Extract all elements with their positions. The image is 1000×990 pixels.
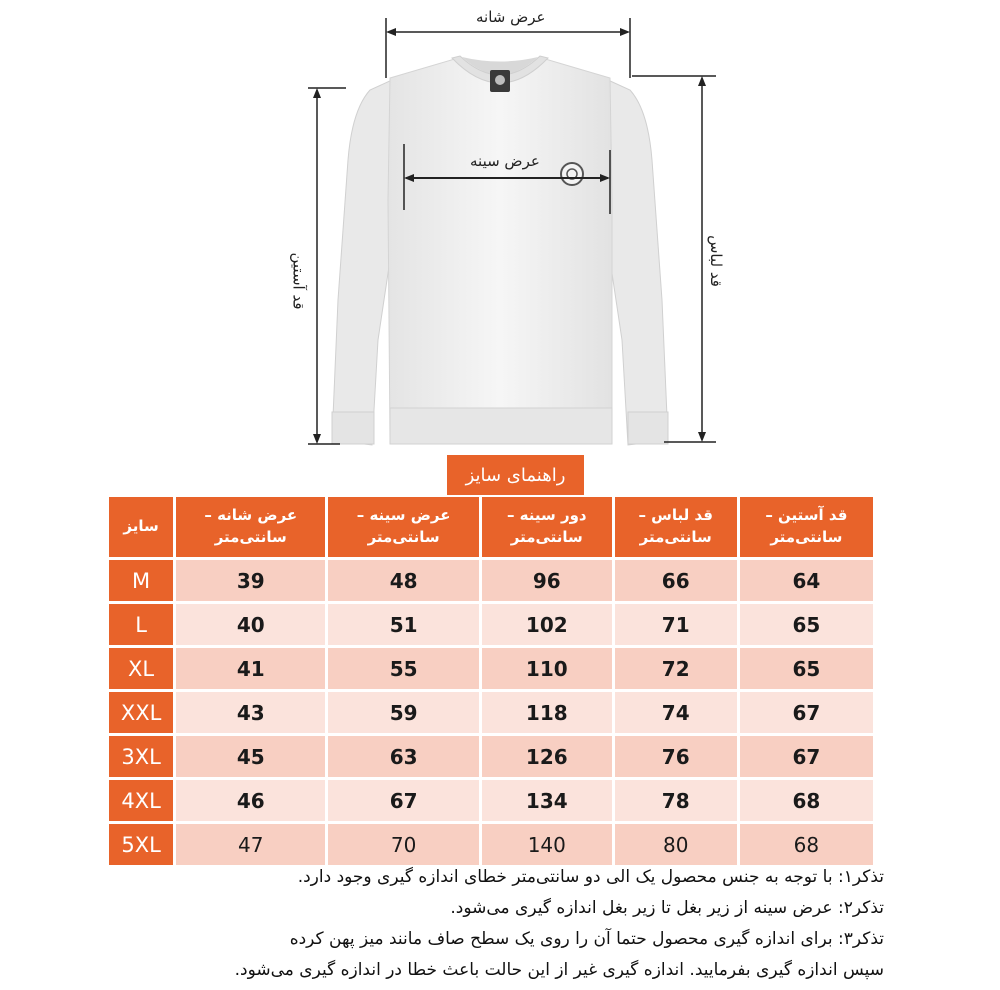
header-chest-circumference <box>482 497 612 557</box>
cell-chest-circumference: 140 <box>482 824 612 865</box>
measurement-notes <box>100 862 884 986</box>
header-line: عرض سینه – <box>356 506 451 525</box>
cell-chest-circumference: 126 <box>482 736 612 777</box>
header-size <box>109 497 173 557</box>
cell-sleeve-length: 68 <box>740 780 873 821</box>
cell-size: 4XL <box>109 780 173 821</box>
left-sleeve <box>332 80 396 445</box>
cell-size: L <box>109 604 173 645</box>
cell-size: 5XL <box>109 824 173 865</box>
cell-shoulder-width: 40 <box>176 604 325 645</box>
sweater-illustration <box>0 0 1000 455</box>
cell-chest-width: 55 <box>328 648 479 689</box>
table-row <box>109 648 873 689</box>
header-line: دور سینه – <box>506 506 587 525</box>
header-unit: سانتی‌متر <box>367 528 440 546</box>
cell-garment-length: 66 <box>615 560 737 601</box>
garment-length-label: قد لباس <box>706 235 725 287</box>
shoulder-width-label: عرض شانه <box>476 8 546 26</box>
header-line: عرض شانه – <box>204 506 298 525</box>
note-1: تذکر۱: با توجه به جنس محصول یک الی دو سانتی‌متر خطای اندازه گیری وجود دارد. <box>297 867 884 887</box>
left-cuff <box>332 412 374 444</box>
chest-logo <box>561 163 583 185</box>
cell-sleeve-length: 68 <box>740 824 873 865</box>
size-table <box>106 494 876 868</box>
cell-shoulder-width: 45 <box>176 736 325 777</box>
cell-chest-circumference: 102 <box>482 604 612 645</box>
cell-garment-length: 71 <box>615 604 737 645</box>
size-guide-title: راهنمای سایز <box>447 455 584 495</box>
table-row <box>109 692 873 733</box>
hem-rib <box>390 408 612 444</box>
cell-sleeve-length: 64 <box>740 560 873 601</box>
cell-garment-length: 80 <box>615 824 737 865</box>
table-row <box>109 780 873 821</box>
sweater-drawing <box>0 0 1000 455</box>
header-line: قد لباس – <box>638 506 713 525</box>
header-sleeve-length <box>740 497 873 557</box>
note-2: تذکر۲: عرض سینه از زیر بغل تا زیر بغل اندازه گیری می‌شود. <box>450 898 884 918</box>
cell-chest-width: 63 <box>328 736 479 777</box>
cell-sleeve-length: 67 <box>740 692 873 733</box>
chest-width-label: عرض سینه <box>470 152 540 170</box>
cell-sleeve-length: 65 <box>740 604 873 645</box>
sleeve-length-label: قد آستین <box>289 252 308 310</box>
cell-chest-circumference: 134 <box>482 780 612 821</box>
cell-chest-width: 59 <box>328 692 479 733</box>
note-3-continued: سپس اندازه گیری بفرمایید. اندازه گیری غیر از این حالت باعث خطا در اندازه گیری می‌شود. <box>234 960 884 980</box>
cell-chest-circumference: 96 <box>482 560 612 601</box>
cell-chest-width: 67 <box>328 780 479 821</box>
cell-size: M <box>109 560 173 601</box>
header-unit: سانتی‌متر <box>639 528 712 546</box>
cell-chest-width: 48 <box>328 560 479 601</box>
table-row <box>109 560 873 601</box>
header-unit: سانتی‌متر <box>770 528 843 546</box>
cell-garment-length: 76 <box>615 736 737 777</box>
cell-chest-circumference: 110 <box>482 648 612 689</box>
cell-shoulder-width: 43 <box>176 692 325 733</box>
cell-shoulder-width: 39 <box>176 560 325 601</box>
cell-sleeve-length: 67 <box>740 736 873 777</box>
note-3: تذکر۳: برای اندازه گیری محصول حتما آن را روی یک سطح صاف مانند میز پهن کرده <box>289 929 884 949</box>
cell-garment-length: 74 <box>615 692 737 733</box>
header-unit: سانتی‌متر <box>510 528 583 546</box>
table-header-row <box>109 497 873 557</box>
cell-size: 3XL <box>109 736 173 777</box>
cell-shoulder-width: 47 <box>176 824 325 865</box>
sweater-body <box>388 58 612 440</box>
cell-size: XXL <box>109 692 173 733</box>
cell-chest-width: 70 <box>328 824 479 865</box>
cell-shoulder-width: 41 <box>176 648 325 689</box>
right-cuff <box>628 412 668 444</box>
cell-garment-length: 78 <box>615 780 737 821</box>
header-unit: سانتی‌متر <box>214 528 287 546</box>
header-line: قد آستین – <box>765 506 848 525</box>
table-row <box>109 824 873 865</box>
table-row <box>109 604 873 645</box>
right-sleeve <box>604 80 668 445</box>
header-garment-length <box>615 497 737 557</box>
header-shoulder-width <box>176 497 325 557</box>
header-line: سایز <box>123 517 159 536</box>
cell-chest-width: 51 <box>328 604 479 645</box>
cell-size: XL <box>109 648 173 689</box>
cell-garment-length: 72 <box>615 648 737 689</box>
cell-shoulder-width: 46 <box>176 780 325 821</box>
cell-chest-circumference: 118 <box>482 692 612 733</box>
header-chest-width <box>328 497 479 557</box>
table-row <box>109 736 873 777</box>
cell-sleeve-length: 65 <box>740 648 873 689</box>
